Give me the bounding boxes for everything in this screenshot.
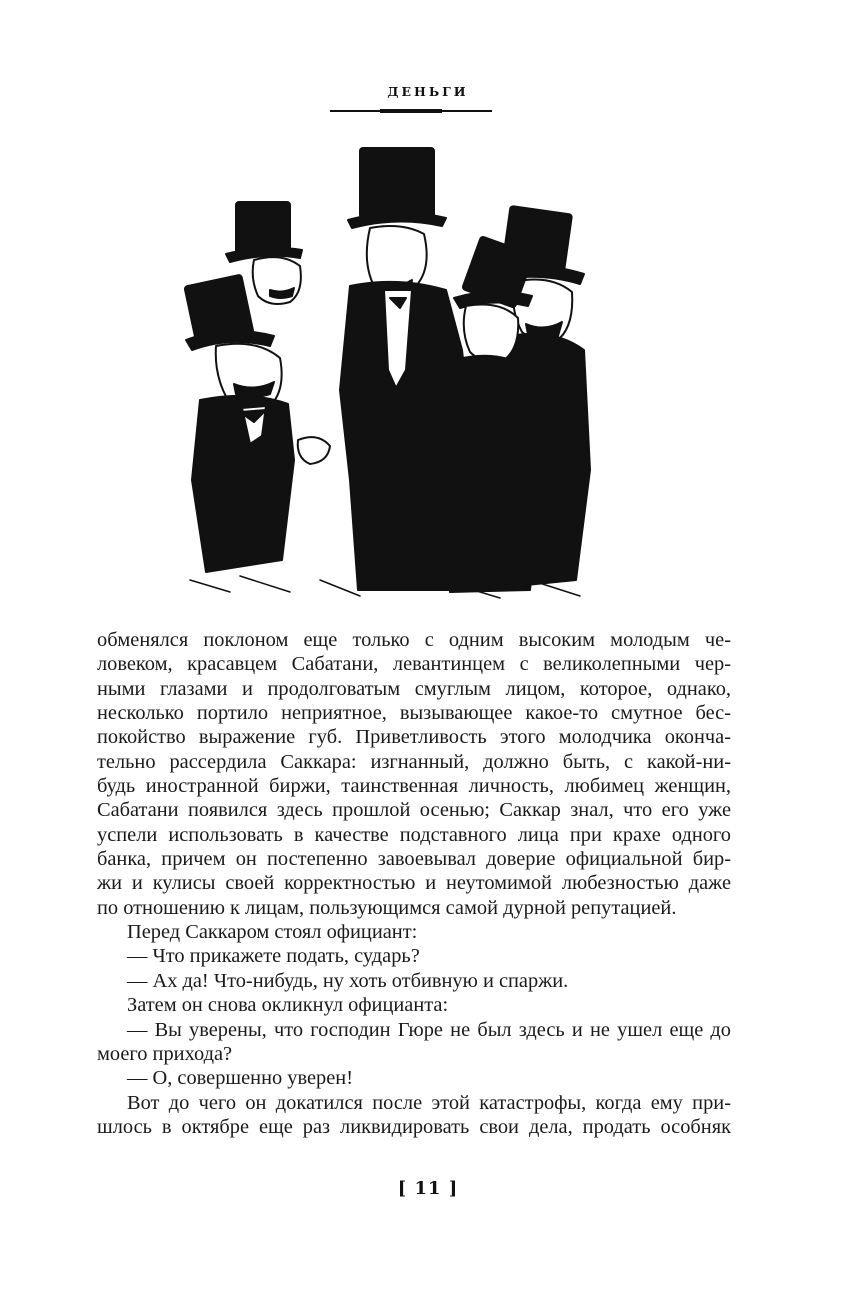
- text-line: тельно рассердила Саккара: изгнанный, должно быть, с какой-ни-: [97, 750, 731, 773]
- header-rule: [330, 110, 492, 112]
- text-line: банка, причем он постепенно завоевывал доверие официальной бир-: [97, 848, 731, 871]
- text-line: покойство выражение губ. Приветливость этого молодчика оконча-: [97, 726, 731, 749]
- back-left-top-hat: [236, 202, 290, 254]
- text-line: обменялся поклоном еще только с одним высоким молодым че-: [97, 629, 731, 651]
- text-line: по отношению к лицам, пользующимся самой дурной репутацией.: [97, 896, 677, 919]
- text-line: Сабатани появился здесь прошлой осенью; Саккар знал, что его уже: [97, 799, 731, 822]
- text-line: Затем он снова окликнул официанта:: [127, 994, 449, 1017]
- running-header-title: ДЕНЬГИ: [387, 84, 469, 99]
- text-line: ными глазами и продолговатым смуглым лицом, которое, однако,: [97, 677, 731, 700]
- page-number: [ 11 ]: [397, 1178, 459, 1199]
- text-line: ловеком, красавцем Сабатани, левантинцем с великолепными чер-: [97, 653, 731, 676]
- text-line: — Что прикажете подать, сударь?: [127, 945, 420, 968]
- text-line: — О, совершенно уверен!: [127, 1067, 353, 1090]
- text-line: будь иностранной биржи, таинственная личность, любимец женщин,: [97, 775, 731, 798]
- engraving-gentlemen-in-top-hats-icon: [170, 140, 600, 610]
- text-line: шлось в октябре еще раз ликвидировать свои дела, продать особняк: [97, 1115, 731, 1138]
- text-line: несколько портило неприятное, вызывающее какое-то смутное бес-: [97, 702, 731, 725]
- text-line: Вот до чего он докатился после этой катастрофы, когда ему при-: [127, 1091, 731, 1114]
- text-line: — Вы уверены, что господин Гюре не был здесь и не ушел еще до: [127, 1018, 731, 1041]
- text-line: моего прихода?: [97, 1042, 233, 1065]
- text-line: успели использовать в качестве подставного лица при крахе одного: [97, 823, 731, 846]
- text-line: жи и кулисы своей корректностью и неутомимой любезностью даже: [97, 872, 731, 895]
- text-line: Перед Саккаром стоял официант:: [127, 921, 418, 944]
- body-text: [97, 628, 731, 1139]
- central-top-hat: [360, 148, 434, 218]
- text-line: — Ах да! Что-нибудь, ну хоть отбивную и спаржи.: [127, 969, 569, 992]
